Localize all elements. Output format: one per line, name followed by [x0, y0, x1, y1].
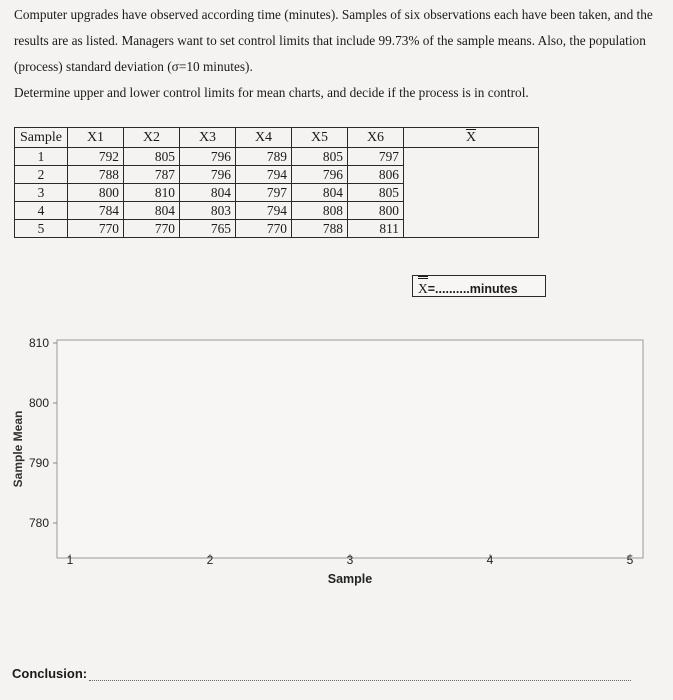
header-x5: X5 [292, 128, 348, 148]
x-tick-label: 4 [486, 553, 494, 567]
sample-number: 5 [15, 220, 68, 238]
x-tick-label: 1 [66, 553, 74, 567]
y-axis-label: Sample Mean [11, 410, 25, 488]
table-cell: 788 [292, 220, 348, 238]
y-tick-label: 810 [28, 336, 49, 350]
table-cell: 803 [180, 202, 236, 220]
control-chart [0, 325, 673, 600]
table-cell: 792 [68, 148, 124, 166]
grand-mean-field[interactable] [412, 275, 546, 297]
sample-number: 1 [15, 148, 68, 166]
table-cell: 794 [236, 202, 292, 220]
table-cell: 804 [124, 202, 180, 220]
table-row [15, 184, 539, 202]
xbar-answer-cell[interactable] [404, 166, 539, 184]
table-cell: 805 [292, 148, 348, 166]
y-tick-label: 780 [28, 516, 49, 530]
table-cell: 808 [292, 202, 348, 220]
problem-question: Determine upper and lower control limits for mean charts, and decide if the process is in control. [14, 85, 529, 100]
table-row [15, 148, 539, 166]
xbar-symbol: $\overline{X}$ [465, 129, 477, 145]
table-cell: 770 [124, 220, 180, 238]
y-tick-label: 790 [28, 456, 49, 470]
table-cell: 804 [180, 184, 236, 202]
table-cell: 810 [124, 184, 180, 202]
x-tick-label: 5 [626, 553, 634, 567]
xbar-answer-cell[interactable] [404, 148, 539, 166]
table-cell: 805 [124, 148, 180, 166]
table-cell: 788 [68, 166, 124, 184]
table-cell: 796 [180, 166, 236, 184]
problem-statement [14, 2, 664, 106]
table-cell: 797 [236, 184, 292, 202]
table-cell: 800 [68, 184, 124, 202]
table-row [15, 202, 539, 220]
header-x2: X2 [124, 128, 180, 148]
conclusion-label: Conclusion: [12, 666, 88, 681]
header-x4: X4 [236, 128, 292, 148]
table-cell: 784 [68, 202, 124, 220]
y-tick-label: 800 [28, 396, 49, 410]
header-xbar [404, 128, 539, 148]
x-tick-label: 2 [206, 553, 214, 567]
table-cell: 796 [180, 148, 236, 166]
header-x3: X3 [180, 128, 236, 148]
table-cell: 765 [180, 220, 236, 238]
table-cell: 787 [124, 166, 180, 184]
sample-table [14, 127, 539, 238]
x-tick-label: 3 [346, 553, 354, 567]
y-axis [29, 336, 57, 530]
x-axis-label: Sample [327, 572, 373, 586]
xbar-answer-cell[interactable] [404, 184, 539, 202]
header-sample: Sample [15, 128, 68, 148]
header-x1: X1 [68, 128, 124, 148]
table-row [15, 166, 539, 184]
grand-mean-suffix: =..........minutes [427, 282, 518, 296]
xbar-answer-cell[interactable] [404, 220, 539, 238]
plot-area[interactable] [57, 340, 643, 558]
table-cell: 797 [348, 148, 404, 166]
conclusion-answer-line[interactable] [89, 680, 631, 681]
table-cell: 770 [68, 220, 124, 238]
table-cell: 796 [292, 166, 348, 184]
grand-mean-symbol: X [418, 276, 428, 299]
table-cell: 811 [348, 220, 404, 238]
problem-text: Computer upgrades have observed according time (minutes). Samples of six observations each have been taken, and the results are as listed. Managers want to set control limits that include 99.73% of the sample means. Also, the population (process) standard deviation (σ=10 minutes). [14, 7, 653, 74]
xbar-answer-cell[interactable] [404, 202, 539, 220]
header-x6: X6 [348, 128, 404, 148]
table-cell: 770 [236, 220, 292, 238]
table-row [15, 220, 539, 238]
sample-number: 3 [15, 184, 68, 202]
sample-number: 2 [15, 166, 68, 184]
table-cell: 806 [348, 166, 404, 184]
table-cell: 800 [348, 202, 404, 220]
table-cell: 804 [292, 184, 348, 202]
table-cell: 805 [348, 184, 404, 202]
table-cell: 794 [236, 166, 292, 184]
sample-number: 4 [15, 202, 68, 220]
table-cell: 789 [236, 148, 292, 166]
table-header-row [15, 128, 539, 148]
